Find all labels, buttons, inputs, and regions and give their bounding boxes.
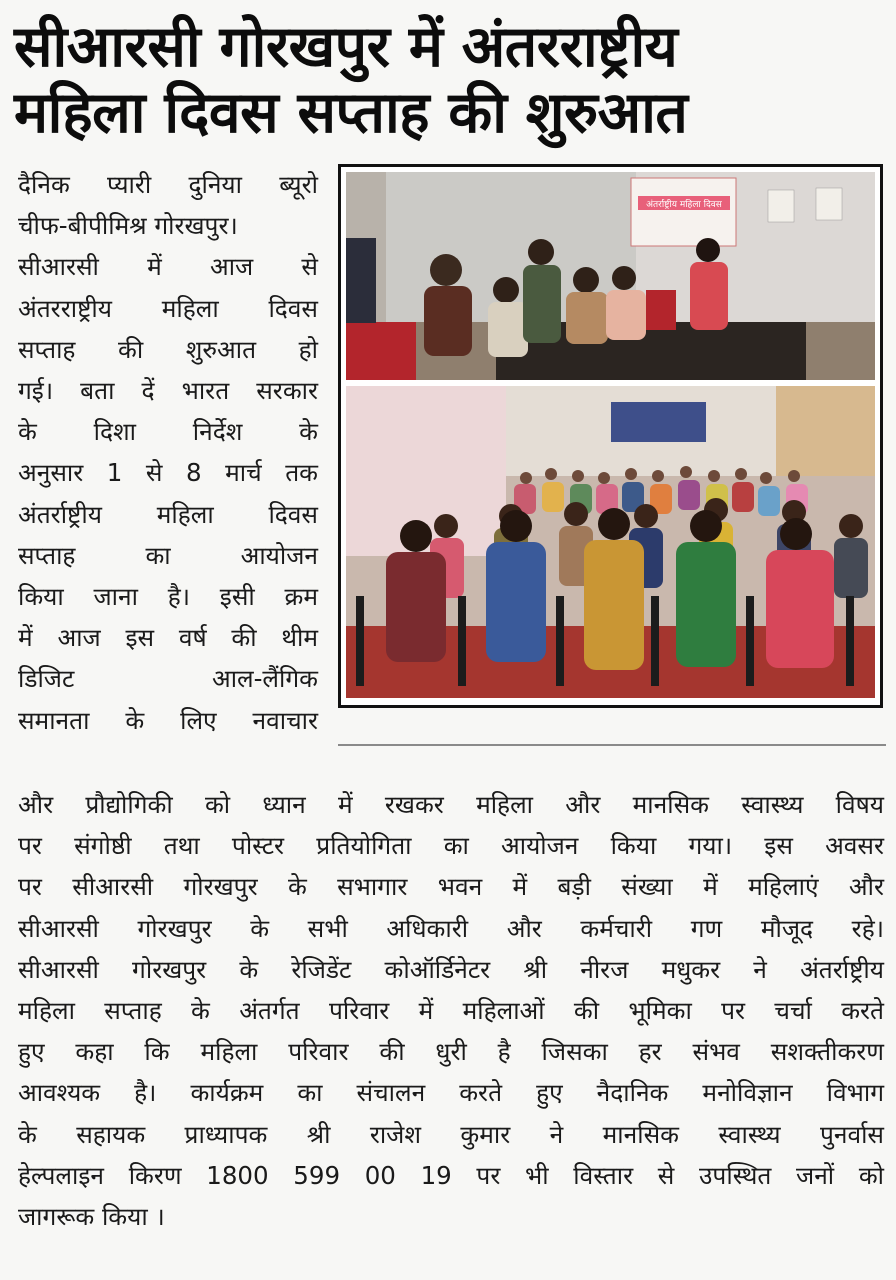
intro-line: सप्ताह का आयोजन: [18, 540, 318, 570]
article-headline: [14, 14, 882, 146]
photo-frame: [338, 164, 883, 708]
body-line: के सहायक प्राध्यापक श्री राजेश कुमार ने मानसिक स्वास्थ्य पुनर्वास: [18, 1119, 884, 1149]
body-line: और प्रौद्योगिकी को ध्यान में रखकर महिला और मानसिक स्वास्थ्य विषय: [18, 790, 884, 819]
stage-photo-illustration: [346, 172, 875, 380]
body-line: हेल्पलाइन किरण 1800 599 00 19 पर भी विस्तार से उपस्थित जनों को: [18, 1160, 884, 1190]
body-line: जागरूक किया ।: [18, 1202, 165, 1232]
article-intro-column: [18, 164, 318, 741]
body-line: पर संगोष्ठी तथा पोस्टर प्रतियोगिता का आयोजन किया गया। इस अवसर: [18, 831, 884, 861]
photo-audience: [346, 386, 875, 698]
headline-line-1: सीआरसी गोरखपुर में अंतरराष्ट्रीय: [14, 14, 678, 80]
headline-line-2: महिला दिवस सप्ताह की शुरुआत: [14, 80, 688, 146]
intro-line: दैनिक प्यारी दुनिया ब्यूरो: [18, 170, 318, 199]
body-line: सीआरसी गोरखपुर के सभी अधिकारी और कर्मचारी गण मौजूद रहे।: [18, 913, 884, 943]
intro-line: अंतर्राष्ट्रीय महिला दिवस: [18, 499, 318, 529]
intro-line: अंतरराष्ट्रीय महिला दिवस: [18, 293, 318, 323]
intro-line: किया जाना है। इसी क्रम: [18, 582, 318, 612]
body-line: हुए कहा कि महिला परिवार की धुरी है जिसका हर संभव सशक्तीकरण: [18, 1037, 884, 1067]
intro-line: अनुसार 1 से 8 मार्च तक: [18, 458, 318, 488]
intro-line: सप्ताह की शुरुआत हो: [18, 334, 318, 364]
intro-line: चीफ-बीपीमिश्र गोरखपुर।: [18, 211, 238, 241]
body-line: आवश्यक है। कार्यक्रम का संचालन करते हुए नैदानिक मनोविज्ञान विभाग: [18, 1078, 884, 1108]
intro-line: डिजिट आल-लैंगिक: [18, 664, 318, 694]
intro-line: में आज इस वर्ष की थीम: [18, 623, 318, 653]
intro-line: सीआरसी में आज से: [18, 252, 318, 282]
banner-text: अंतर्राष्ट्रीय महिला दिवस: [646, 200, 722, 210]
section-divider: [338, 744, 886, 746]
intro-line: समानता के लिए नवाचार: [18, 705, 318, 735]
photo-stage-speakers: [346, 172, 875, 380]
body-line: सीआरसी गोरखपुर के रेजिडेंट कोऑर्डिनेटर श्री नीरज मधुकर ने अंतर्राष्ट्रीय: [18, 954, 884, 984]
intro-line: के दिशा निर्देश के: [18, 417, 318, 447]
intro-line: गई। बता दें भारत सरकार: [18, 376, 318, 406]
body-line: महिला सप्ताह के अंतर्गत परिवार में महिलाओं की भूमिका पर चर्चा करते: [18, 996, 884, 1026]
audience-photo-illustration: [346, 386, 875, 698]
article-body: [18, 784, 884, 1237]
body-line: पर सीआरसी गोरखपुर के सभागार भवन में बड़ी संख्या में महिलाएं और: [18, 872, 884, 902]
